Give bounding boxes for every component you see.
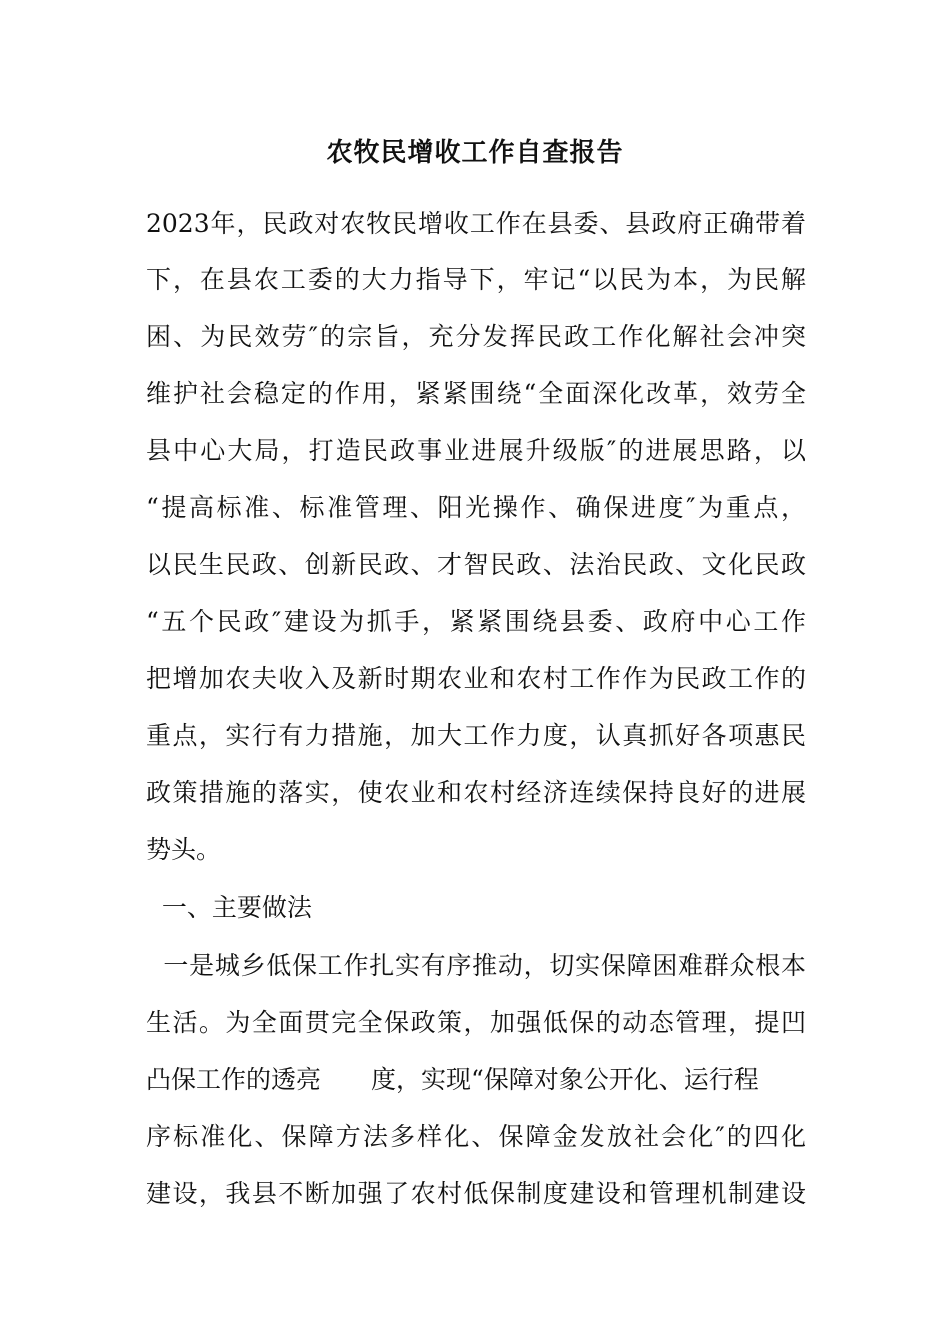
paragraph-line: 下，在县农工委的大力指导下，牢记“以民为本，为民解: [146, 265, 806, 294]
paragraph-line: 县中心大局，打造民政事业进展升级版″的进展思路，以: [146, 436, 806, 465]
paragraph-line: “五个民政″建设为抓手，紧紧围绕县委、政府中心工作: [146, 607, 806, 636]
paragraph-line-split: [146, 1062, 806, 1098]
paragraph-line: 序标准化、保障方法多样化、保障金发放社会化″的四化: [146, 1122, 806, 1151]
paragraph-line: 困、为民效劳″的宗旨，充分发挥民政工作化解社会冲突: [146, 322, 806, 351]
paragraph-line: 势头。: [146, 835, 222, 864]
paragraph-line: 一是城乡低保工作扎实有序推动，切实保障困难群众根本: [146, 951, 806, 980]
paragraph-line: 把增加农夫收入及新时期农业和农村工作作为民政工作的: [146, 664, 806, 693]
paragraph-line: 政策措施的落实，使农业和农村经济连续保持良好的进展: [146, 778, 806, 807]
line-segment: 度，实现“保障对象公开化、运行程: [371, 1065, 759, 1094]
paragraph-line: 2023年，民政对农牧民增收工作在县委、县政府正确带着: [146, 209, 806, 238]
paragraph-line: “提高标准、标准管理、阳光操作、确保进度″为重点，: [146, 493, 806, 522]
paragraph-line: 以民生民政、创新民政、才智民政、法治民政、文化民政: [146, 550, 806, 579]
paragraph-line: 维护社会稳定的作用，紧紧围绕“全面深化改革，效劳全: [146, 379, 806, 408]
section-heading: 一、主要做法: [146, 893, 312, 922]
document-title: 农牧民增收工作自查报告: [326, 138, 624, 168]
line-segment: 凸保工作的透亮: [146, 1065, 322, 1094]
paragraph-line: 建设，我县不断加强了农村低保制度建设和管理机制建设: [146, 1179, 806, 1208]
paragraph-line: 生活。为全面贯完全保政策，加强低保的动态管理，提凹: [146, 1008, 806, 1037]
paragraph-line: 重点，实行有力措施，加大工作力度，认真抓好各项惠民: [146, 721, 806, 750]
